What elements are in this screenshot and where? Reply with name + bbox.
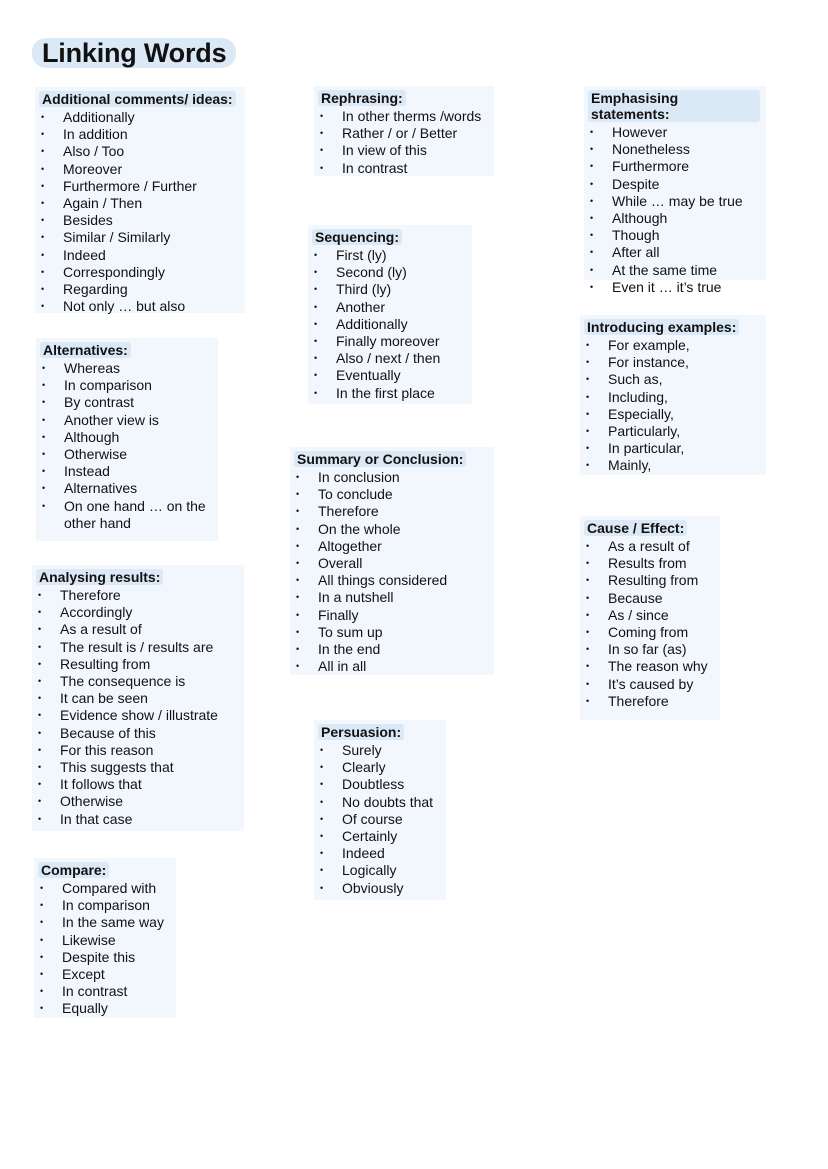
list-item: • Because <box>584 590 714 607</box>
section-heading: Summary or Conclusion: <box>294 451 466 467</box>
list-item: • Coming from <box>584 624 714 641</box>
list-item: • Correspondingly <box>39 264 239 281</box>
section-sequencing <box>308 225 472 404</box>
list-item: • Clearly <box>318 759 440 776</box>
list-item: • Resulting from <box>584 572 714 589</box>
list-item: • Besides <box>39 212 239 229</box>
list-item: • Otherwise <box>40 446 212 463</box>
section-summary <box>290 447 494 675</box>
list-item: • Second (ly) <box>312 264 466 281</box>
list-item: • Evidence show / illustrate <box>36 707 238 724</box>
section-heading: Additional comments/ ideas: <box>39 91 236 107</box>
list-item: • Surely <box>318 742 440 759</box>
list-item: • Despite this <box>38 949 170 966</box>
list-item: • Accordingly <box>36 604 238 621</box>
list-item: • The reason why <box>584 658 714 675</box>
list-item: • Despite <box>588 176 760 193</box>
section-heading: Sequencing: <box>312 229 402 245</box>
list-item: • Instead <box>40 463 212 480</box>
section-analysing-results <box>32 565 244 831</box>
list-item: • Finally <box>294 607 488 624</box>
list-item: • For example, <box>584 337 760 354</box>
list-item: • Additionally <box>312 316 466 333</box>
list-item: • Therefore <box>294 503 488 520</box>
list-item: • Indeed <box>318 845 440 862</box>
list-item: • Third (ly) <box>312 281 466 298</box>
section-heading: Rephrasing: <box>318 90 406 106</box>
list-item: • Such as, <box>584 371 760 388</box>
list-item: • As a result of <box>584 538 714 555</box>
list-item: • In comparison <box>38 897 170 914</box>
list-item: • Furthermore <box>588 158 760 175</box>
list-item: • Including, <box>584 389 760 406</box>
list-item: • Overall <box>294 555 488 572</box>
list-item: • Except <box>38 966 170 983</box>
list-item: • In the first place <box>312 385 466 402</box>
section-cause-effect <box>580 516 720 720</box>
list-item: • Of course <box>318 811 440 828</box>
section-heading: Emphasising statements: <box>588 90 760 122</box>
list-item: • Eventually <box>312 367 466 384</box>
list-item: • As a result of <box>36 621 238 638</box>
list-item: • In the same way <box>38 914 170 931</box>
list-item: • However <box>588 124 760 141</box>
list-item: • In contrast <box>318 160 488 177</box>
list-item: • In particular, <box>584 440 760 457</box>
list-item: • Nonetheless <box>588 141 760 158</box>
section-heading: Introducing examples: <box>584 319 739 335</box>
list-item: • Additionally <box>39 109 239 126</box>
list-item: • In contrast <box>38 983 170 1000</box>
list-item: • Regarding <box>39 281 239 298</box>
section-compare <box>34 858 176 1018</box>
list-item: • On the whole <box>294 521 488 538</box>
list-item: • Rather / or / Better <box>318 125 488 142</box>
list-item: • Similar / Similarly <box>39 229 239 246</box>
list-item: • Mainly, <box>584 457 760 474</box>
list-item: • In comparison <box>40 377 212 394</box>
list-item: • Therefore <box>36 587 238 604</box>
list-item: • In that case <box>36 811 238 828</box>
list-item: • For instance, <box>584 354 760 371</box>
list-item: • Although <box>40 429 212 446</box>
list-item: • To conclude <box>294 486 488 503</box>
list-item: • In the end <box>294 641 488 658</box>
list-item: • Also / next / then <box>312 350 466 367</box>
list-item: • Even it … it’s true <box>588 279 760 296</box>
list-item: • Because of this <box>36 725 238 742</box>
list-item: • Doubtless <box>318 776 440 793</box>
section-heading: Compare: <box>38 862 109 878</box>
section-emphasising <box>584 86 766 295</box>
list-item: • Equally <box>38 1000 170 1017</box>
list-item: • Therefore <box>584 693 714 710</box>
list-item: • This suggests that <box>36 759 238 776</box>
list-item: • While … may be true <box>588 193 760 210</box>
section-alternatives <box>36 338 218 541</box>
list-item: • Another view is <box>40 412 212 429</box>
list-item: • Altogether <box>294 538 488 555</box>
list-item: • In conclusion <box>294 469 488 486</box>
section-heading: Alternatives: <box>40 342 131 358</box>
list-item: • Resulting from <box>36 656 238 673</box>
list-item: • No doubts that <box>318 794 440 811</box>
list-item: • Especially, <box>584 406 760 423</box>
page-title: Linking Words <box>32 38 236 68</box>
list-item: • Compared with <box>38 880 170 897</box>
list-item: • Another <box>312 299 466 316</box>
list-item: • Results from <box>584 555 714 572</box>
list-item: • In view of this <box>318 142 488 159</box>
list-item: • In so far (as) <box>584 641 714 658</box>
list-item: • Whereas <box>40 360 212 377</box>
list-item: • Though <box>588 227 760 244</box>
section-additional <box>35 87 245 313</box>
list-item: • Otherwise <box>36 793 238 810</box>
list-item: • In a nutshell <box>294 589 488 606</box>
list-item: • By contrast <box>40 394 212 411</box>
list-item: • As / since <box>584 607 714 624</box>
list-item: • The result is / results are <box>36 639 238 656</box>
section-persuasion <box>314 720 446 900</box>
section-rephrasing <box>314 86 494 176</box>
list-item: • All in all <box>294 658 488 675</box>
list-item: • First (ly) <box>312 247 466 264</box>
section-heading: Analysing results: <box>36 569 163 585</box>
section-introducing-examples <box>580 315 766 475</box>
list-item: • Finally moreover <box>312 333 466 350</box>
list-item: • For this reason <box>36 742 238 759</box>
section-heading: Persuasion: <box>318 724 404 740</box>
list-item: • It can be seen <box>36 690 238 707</box>
list-item: • Not only … but also <box>39 298 239 315</box>
list-item: • At the same time <box>588 262 760 279</box>
list-item: • Certainly <box>318 828 440 845</box>
list-item: • Likewise <box>38 932 170 949</box>
list-item: • Furthermore / Further <box>39 178 239 195</box>
list-item: • Obviously <box>318 880 440 897</box>
list-item: • In addition <box>39 126 239 143</box>
list-item: • It’s caused by <box>584 676 714 693</box>
list-item: • It follows that <box>36 776 238 793</box>
list-item: • Particularly, <box>584 423 760 440</box>
list-item: • Indeed <box>39 247 239 264</box>
list-item: • Alternatives <box>40 480 212 497</box>
list-item: • On one hand … on the other hand <box>40 498 216 532</box>
list-item: • Although <box>588 210 760 227</box>
list-item: • All things considered <box>294 572 488 589</box>
list-item: • To sum up <box>294 624 488 641</box>
list-item: • In other therms /words <box>318 108 488 125</box>
list-item: • Again / Then <box>39 195 239 212</box>
list-item: • After all <box>588 244 760 261</box>
list-item: • Moreover <box>39 161 239 178</box>
list-item: • Also / Too <box>39 143 239 160</box>
list-item: • The consequence is <box>36 673 238 690</box>
list-item: • Logically <box>318 862 440 879</box>
section-heading: Cause / Effect: <box>584 520 687 536</box>
